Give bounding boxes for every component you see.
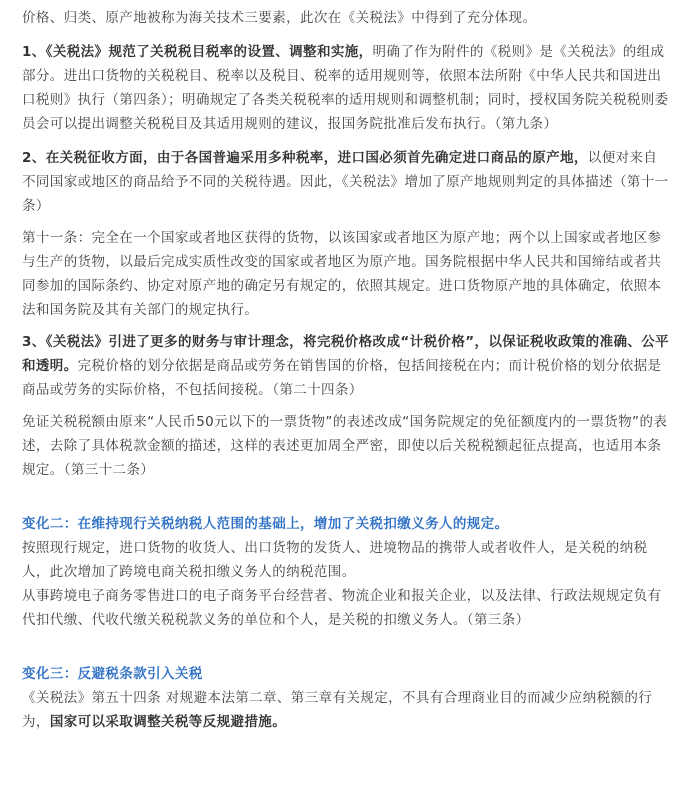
change-3-heading: 变化三：反避税条款引入关税 <box>22 666 203 682</box>
point-2-lead: 2、在关税征收方面，由于各国普遍采用多种税率，进口国必须首先确定进口商品的原产地， <box>22 150 588 166</box>
change-3-paragraph <box>22 686 671 734</box>
point-1-lead: 1、《关税法》规范了关税税目税率的设置、调整和实施， <box>22 44 373 60</box>
point-3-lead: 3、《关税法》引进了更多的财务与审计理念，将完税价格改成“计税价格”，以保证税收政策的准确、公平和透明。 <box>22 334 670 374</box>
change-2-paragraph-2: 从事跨境电子商务零售进口的电子商务平台经营者、物流企业和报关企业，以及法律、行政法规规定负有代扣代缴、代收代缴关税税款义务的单位和个人，是关税的扣缴义务人。（第三条） <box>22 588 662 628</box>
change-3-text: 《关税法》第五十四条 对规避本法第二章、第三章有关规定，不具有合理商业目的而减少应纳税额的行为， <box>22 690 653 730</box>
point-1-text: 明确了作为附件的《税则》是《关税法》的组成部分。进出口货物的关税税目、税率以及税目、税率的适用规则等，依照本法所附《中华人民共和国进出口税则》执行（第四条）；明确规定了各类关税税率的适用规则和调整机制；同时，授权国务院关税税则委员会可以提出调整关税税目及其适用规则的建议，报国务院批准后发布执行。（第九条） <box>22 44 669 132</box>
point-1-paragraph <box>22 40 671 136</box>
change-2-paragraph-1: 按照现行规定，进口货物的收货人、出口货物的发货人、进境物品的携带人或者收件人，是关税的纳税人，此次增加了跨境电商关税扣缴义务人的纳税范围。 <box>22 540 648 580</box>
point-3-text: 完税价格的划分依据是商品或劳务在销售国的价格，包括间接税在内；而计税价格的划分依据是商品或劳务的实际价格，不包括间接税。（第二十四条） <box>22 358 662 398</box>
point-3-extra: 免证关税税额由原来“人民币50元以下的一票货物”的表述改成“国务院规定的免征额度内的一票货物”的表述，去除了具体税款金额的描述，这样的表述更加周全严密，即使以后关税税额起征点提高，也适用本条规定。（第三十二条） <box>22 414 668 478</box>
change-2-heading: 变化二：在维持现行关税纳税人范围的基础上，增加了关税扣缴义务人的规定。 <box>22 516 509 532</box>
change-3-bold: 国家可以采取调整关税等反规避措施。 <box>49 714 287 730</box>
point-2-text: 以便对来自不同国家或地区的商品给予不同的关税待遇。因此，《关税法》增加了原产地规则判定的具体描述（第十一条） <box>22 150 669 214</box>
intro-paragraph: 价格、归类、原产地被称为海关技术三要素，此次在《关税法》中得到了充分体现。 <box>22 10 537 26</box>
article-11-quote: 第十一条：完全在一个国家或者地区获得的货物，以该国家或者地区为原产地；两个以上国家或者地区参与生产的货物，以最后完成实质性改变的国家或者地区为原产地。国务院根据中华人民共和国缔结或者共同参加的国际条约、协定对原产地的确定另有规定的，依照其规定。进口货物原产地的具体确定，依照本法和国务院及其有关部门的规定执行。 <box>22 230 662 318</box>
point-3-paragraph <box>22 330 671 402</box>
point-2-paragraph <box>22 146 671 218</box>
